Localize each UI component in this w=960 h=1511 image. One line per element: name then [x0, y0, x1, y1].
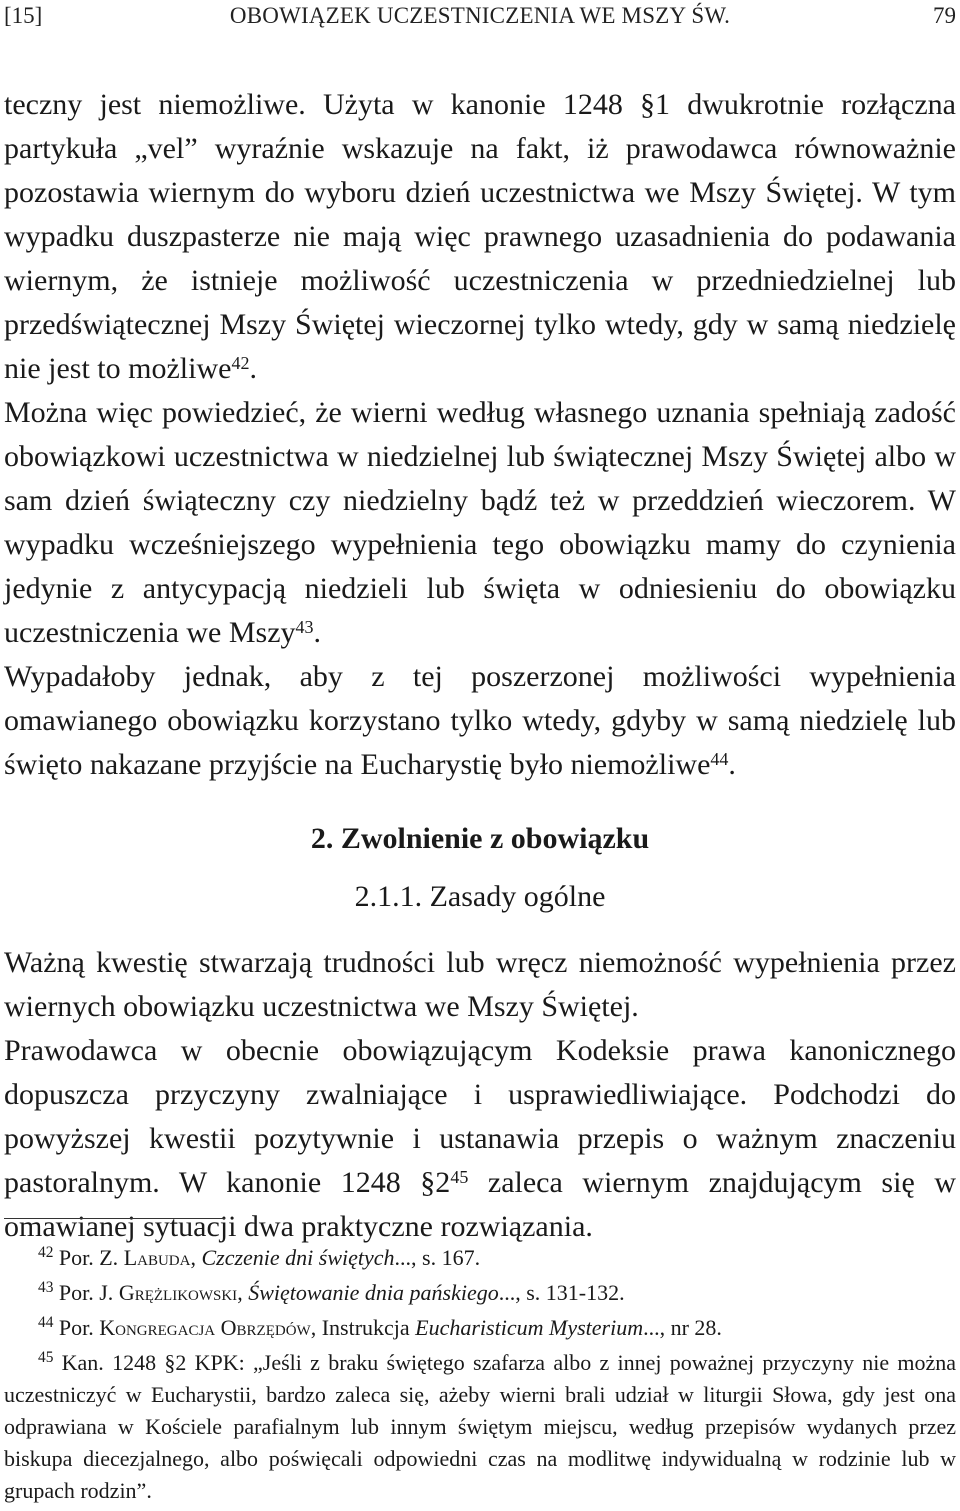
paragraph-2-end: . — [313, 616, 322, 649]
footnote-text: Por. Z. — [53, 1245, 124, 1270]
footnote-title: Świętowanie dnia pańskiego — [248, 1280, 499, 1305]
footnote-author: Labuda — [123, 1245, 191, 1270]
footnote-number: 43 — [38, 1279, 54, 1297]
main-text — [4, 83, 956, 1249]
footnote-author: Grężlikowski — [118, 1280, 238, 1305]
footnote-separator — [4, 1218, 225, 1219]
footnote-number: 42 — [38, 1244, 54, 1262]
paragraph-1-text: teczny jest niemożliwe. Użyta w kanonie 1248 §1 dwukrotnie rozłączna partykuła „vel” wyraźnie wskazuje na fakt, iż prawodawca równoważnie pozostawia wiernym do wyboru dzień uczestnictwa we Mszy Świętej. W tym wypadku duszpasterze nie mają więc prawnego uzasadnienia do podawania wiernym, że istnieje możliwość uczestniczenia w przedniedzielnej lub przedświątecznej Mszy Świętej wieczornej tylko wtedy, gdy w samą niedzielę nie jest to możliwe — [4, 88, 956, 385]
section-heading: 2. Zwolnienie z obowiązku — [310, 822, 650, 855]
footnote-text: , — [190, 1245, 202, 1270]
footnote-text: , — [237, 1280, 249, 1305]
footnote-text: Por. — [53, 1315, 100, 1340]
paragraph-1 — [4, 83, 956, 391]
subsection-heading: 2.1.1. Zasady ogólne — [354, 880, 606, 913]
footnote-title: Czczenie dni świętych — [201, 1245, 395, 1270]
footnotes — [4, 1242, 956, 1510]
footnote-ref-44: 44 — [710, 749, 729, 769]
footnote-42 — [4, 1242, 956, 1274]
paragraph-5-text: Prawodawca w obecnie obowiązującym Kodeksie prawa kanonicznego dopuszcza przyczyny zwalniające i usprawiedliwiające. Podchodzi do powyższej kwestii pozytywnie i ustanawia przepis o ważnym znaczeniu pastoralnym. W kanonie 1248 §2 — [4, 1034, 956, 1199]
footnote-43 — [4, 1277, 956, 1309]
running-header — [4, 0, 956, 40]
footnote-number: 45 — [38, 1349, 54, 1367]
footnote-44 — [4, 1312, 956, 1344]
running-title: OBOWIĄZEK UCZESTNICZENIA WE MSZY ŚW. — [229, 3, 731, 28]
footnote-number: 44 — [38, 1314, 54, 1332]
footnote-text: ..., s. 167. — [394, 1245, 481, 1270]
page-number: 79 — [933, 3, 956, 28]
paragraph-5-end: zaleca wiernym znajdującym się w omawianej sytuacji dwa praktyczne rozwiązania. — [4, 1166, 957, 1243]
footnote-title: Eucharisticum Mysterium — [415, 1315, 644, 1340]
paragraph-4: Ważną kwestię stwarzają trudności lub wręcz niemożność wypełnienia przez wiernych obowiązku uczestnictwa we Mszy Świętej. — [4, 946, 956, 1023]
footnote-45 — [4, 1347, 956, 1507]
paragraph-3-end: . — [728, 748, 736, 781]
paragraph-3 — [4, 655, 956, 787]
paragraph-3-text: Wypadałoby jednak, aby z tej poszerzonej możliwości wypełnienia omawianego obowiązku korzystano tylko wtedy, gdyby w samą niedzielę lub święto nakazane przyjście na Eucharystię było niemożliwe — [4, 660, 956, 781]
paragraph-1-end: . — [249, 352, 257, 385]
paragraph-5 — [4, 1029, 956, 1249]
footnote-ref-45: 45 — [450, 1167, 469, 1187]
footnote-text: Por. J. — [53, 1280, 119, 1305]
paragraph-2-text: Można więc powiedzieć, że wierni według własnego uznania spełniają zadość obowiązkowi uczestnictwa w niedzielnej lub świątecznej Mszy Świętej albo w sam dzień świąteczny czy niedzielny bądź też w przeddzień wieczorem. W wypadku wcześniejszego wypełnienia tego obowiązku mamy do czynienia jedynie z antycypacją niedzieli lub święta w odniesieniu do obowiązku uczestniczenia we Mszy — [4, 396, 956, 649]
footnote-ref-43: 43 — [295, 617, 314, 637]
footnote-text: Kan. 1248 §2 KPK: „Jeśli z braku świętego szafarza albo z innej poważnej przyczyny nie można uczestniczyć w Eucharystii, bardzo zaleca się, ażeby wierni brali udział w liturgii Słowa, gdy jest ona odprawiana w Kościele parafialnym lub innym świętym miejscu, według przepisów wydanych przez biskupa diecezjalnego, albo poświęcali odpowiedni czas na modlitwę indywidualną w rodzinie lub w grupach rodzin”. — [4, 1350, 956, 1503]
chapter-marker: [15] — [4, 3, 43, 28]
footnote-text: , Instrukcja — [310, 1315, 416, 1340]
footnote-text: ..., s. 131-132. — [498, 1280, 625, 1305]
footnote-author: Kongregacja Obrzędów — [99, 1315, 311, 1340]
paragraph-2 — [4, 391, 956, 655]
footnote-ref-42: 42 — [231, 353, 250, 373]
footnote-text: ..., nr 28. — [643, 1315, 722, 1340]
